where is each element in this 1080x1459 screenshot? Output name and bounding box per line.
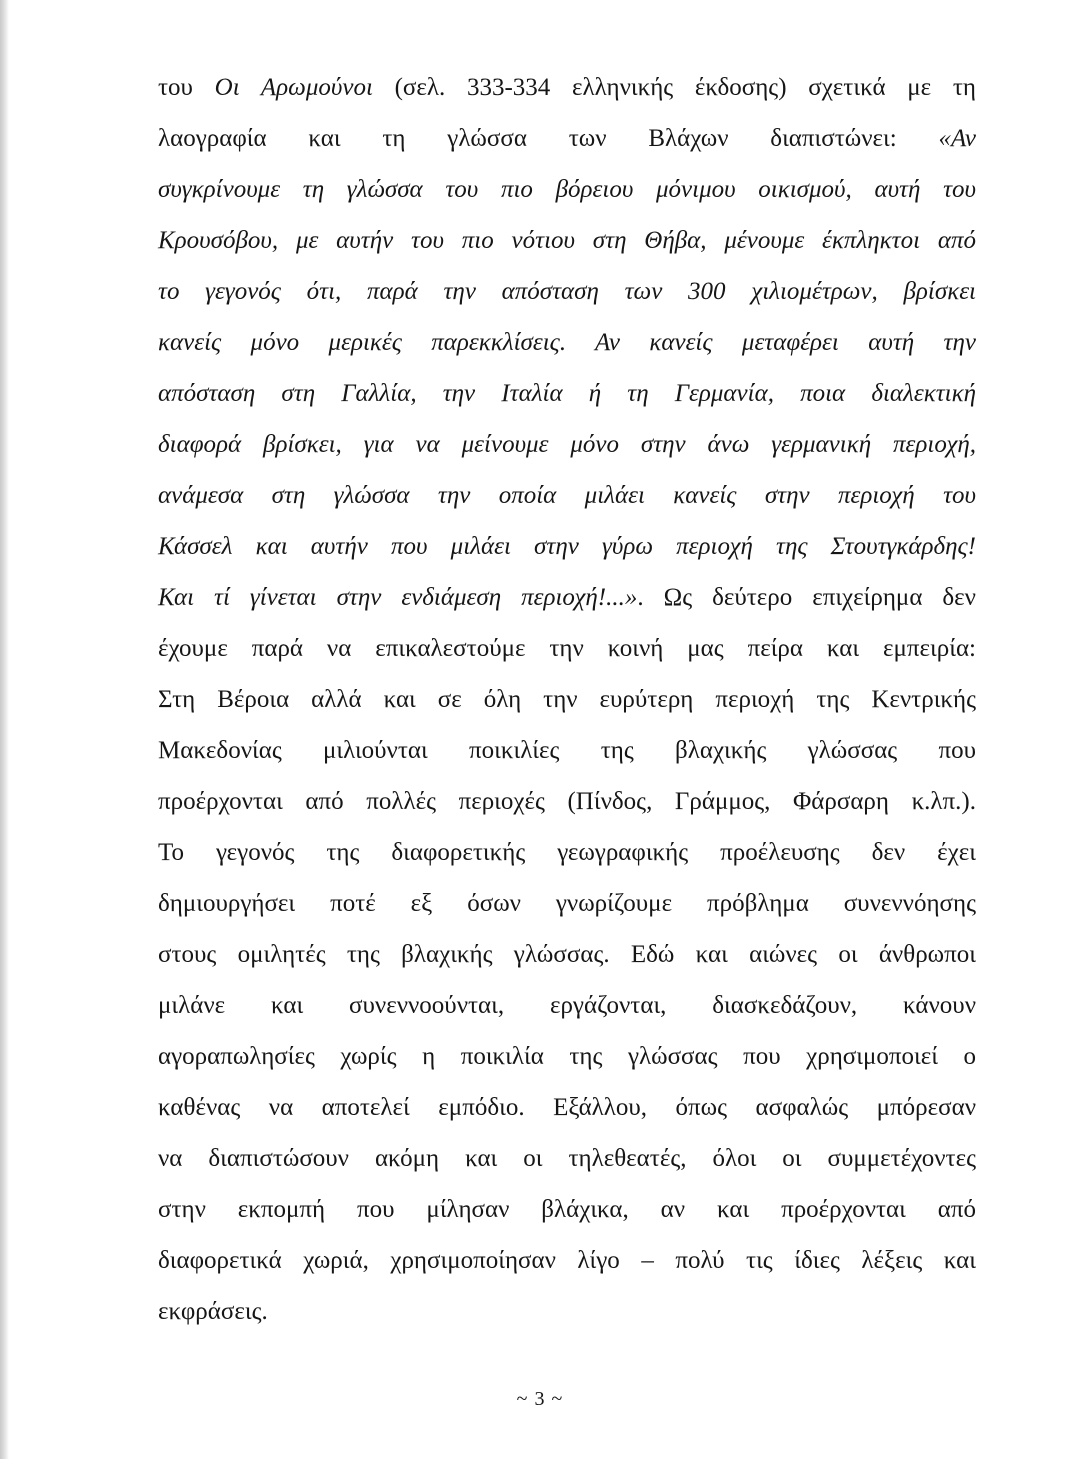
text-line	[158, 1184, 976, 1235]
italic-text-segment: Και τί γίνεται στην ενδιάμεση περιοχή!...»	[158, 584, 638, 611]
text-line	[158, 572, 976, 623]
text-line	[158, 776, 976, 827]
text-line	[158, 623, 976, 674]
text-line	[158, 827, 976, 878]
text-line	[158, 1082, 976, 1133]
text-segment: μιλάνε και συνεννοούνται, εργάζονται, διασκεδάζουν, κάνουν	[158, 992, 976, 1019]
text-segment: (σελ. 333-334 ελληνικής έκδοσης) σχετικά με τη	[372, 74, 976, 101]
text-line	[158, 674, 976, 725]
text-segment: εκφράσεις.	[158, 1298, 268, 1325]
text-line	[158, 62, 976, 113]
text-line	[158, 164, 976, 215]
text-segment: έχουμε παρά να επικαλεστούμε την κοινή μας πείρα και εμπειρία:	[158, 635, 976, 662]
italic-text-segment: ανάμεσα στη γλώσσα την οποία μιλάει κανείς στην περιοχή του	[158, 482, 976, 509]
text-segment: προέρχονται από πολλές περιοχές (Πίνδος, Γράμμος, Φάρσαρη κ.λπ.).	[158, 788, 976, 815]
text-segment: στους ομιλητές της βλαχικής γλώσσας. Εδώ και αιώνες οι άνθρωποι	[158, 941, 976, 968]
text-line	[158, 521, 976, 572]
text-line	[158, 1235, 976, 1286]
page-number: ~ 3 ~	[516, 1388, 564, 1410]
text-segment: στην εκπομπή που μίλησαν βλάχικα, αν και προέρχονται από	[158, 1196, 976, 1223]
italic-text-segment: διαφορά βρίσκει, για να μείνουμε μόνο στην άνω γερμανική περιοχή,	[158, 431, 976, 458]
text-line	[158, 368, 976, 419]
text-line	[158, 878, 976, 929]
text-line	[158, 215, 976, 266]
text-segment: του	[158, 74, 215, 101]
text-line	[158, 980, 976, 1031]
text-segment: καθένας να αποτελεί εμπόδιο. Εξάλλου, όπως ασφαλώς μπόρεσαν	[158, 1094, 976, 1121]
text-line	[158, 1031, 976, 1082]
italic-text-segment: απόσταση στη Γαλλία, την Ιταλία ή τη Γερμανία, ποια διαλεκτική	[158, 380, 976, 407]
text-line	[158, 470, 976, 521]
italic-text-segment: «Αν	[938, 125, 976, 152]
text-segment: . Ως δεύτερο επιχείρημα δεν	[637, 584, 976, 611]
text-segment: Στη Βέροια αλλά και σε όλη την ευρύτερη περιοχή της Κεντρικής	[158, 686, 976, 713]
text-line	[158, 317, 976, 368]
italic-text-segment: Κάσσελ και αυτήν που μιλάει στην γύρω περιοχή της Στουτγκάρδης!	[158, 533, 976, 560]
text-segment: να διαπιστώσουν ακόμη και οι τηλεθεατές, όλοι οι συμμετέχοντες	[158, 1145, 976, 1172]
italic-text-segment: κανείς μόνο μερικές παρεκκλίσεις. Αν κανείς μεταφέρει αυτή την	[158, 329, 976, 356]
italic-text-segment: το γεγονός ότι, παρά την απόσταση των 300 χιλιομέτρων, βρίσκει	[158, 278, 976, 305]
text-line	[158, 1133, 976, 1184]
text-segment: Μακεδονίας μιλιούνται ποικιλίες της βλαχικής γλώσσας που	[158, 737, 976, 764]
text-segment: λαογραφία και τη γλώσσα των Βλάχων διαπιστώνει:	[158, 125, 939, 152]
text-line	[158, 929, 976, 980]
text-segment: Το γεγονός της διαφορετικής γεωγραφικής προέλευσης δεν έχει	[158, 839, 976, 866]
text-segment: δημιουργήσει ποτέ εξ όσων γνωρίζουμε πρόβλημα συνεννόησης	[158, 890, 976, 917]
body-paragraph	[158, 62, 976, 1337]
text-line	[158, 113, 976, 164]
text-line	[158, 266, 976, 317]
text-line	[158, 725, 976, 776]
text-segment: αγοραπωλησίες χωρίς η ποικιλία της γλώσσας που χρησιμοποιεί ο	[158, 1043, 976, 1070]
italic-text-segment: συγκρίνουμε τη γλώσσα του πιο βόρειου μόνιμου οικισμού, αυτή του	[158, 176, 976, 203]
text-segment: διαφορετικά χωριά, χρησιμοποίησαν λίγο – πολύ τις ίδιες λέξεις και	[158, 1247, 976, 1274]
text-line	[158, 1286, 976, 1337]
italic-text-segment: Οι Αρωμούνοι	[214, 74, 373, 101]
text-line	[158, 419, 976, 470]
italic-text-segment: Κρουσόβου, με αυτήν του πιο νότιου στη Θήβα, μένουμε έκπληκτοι από	[158, 227, 976, 254]
